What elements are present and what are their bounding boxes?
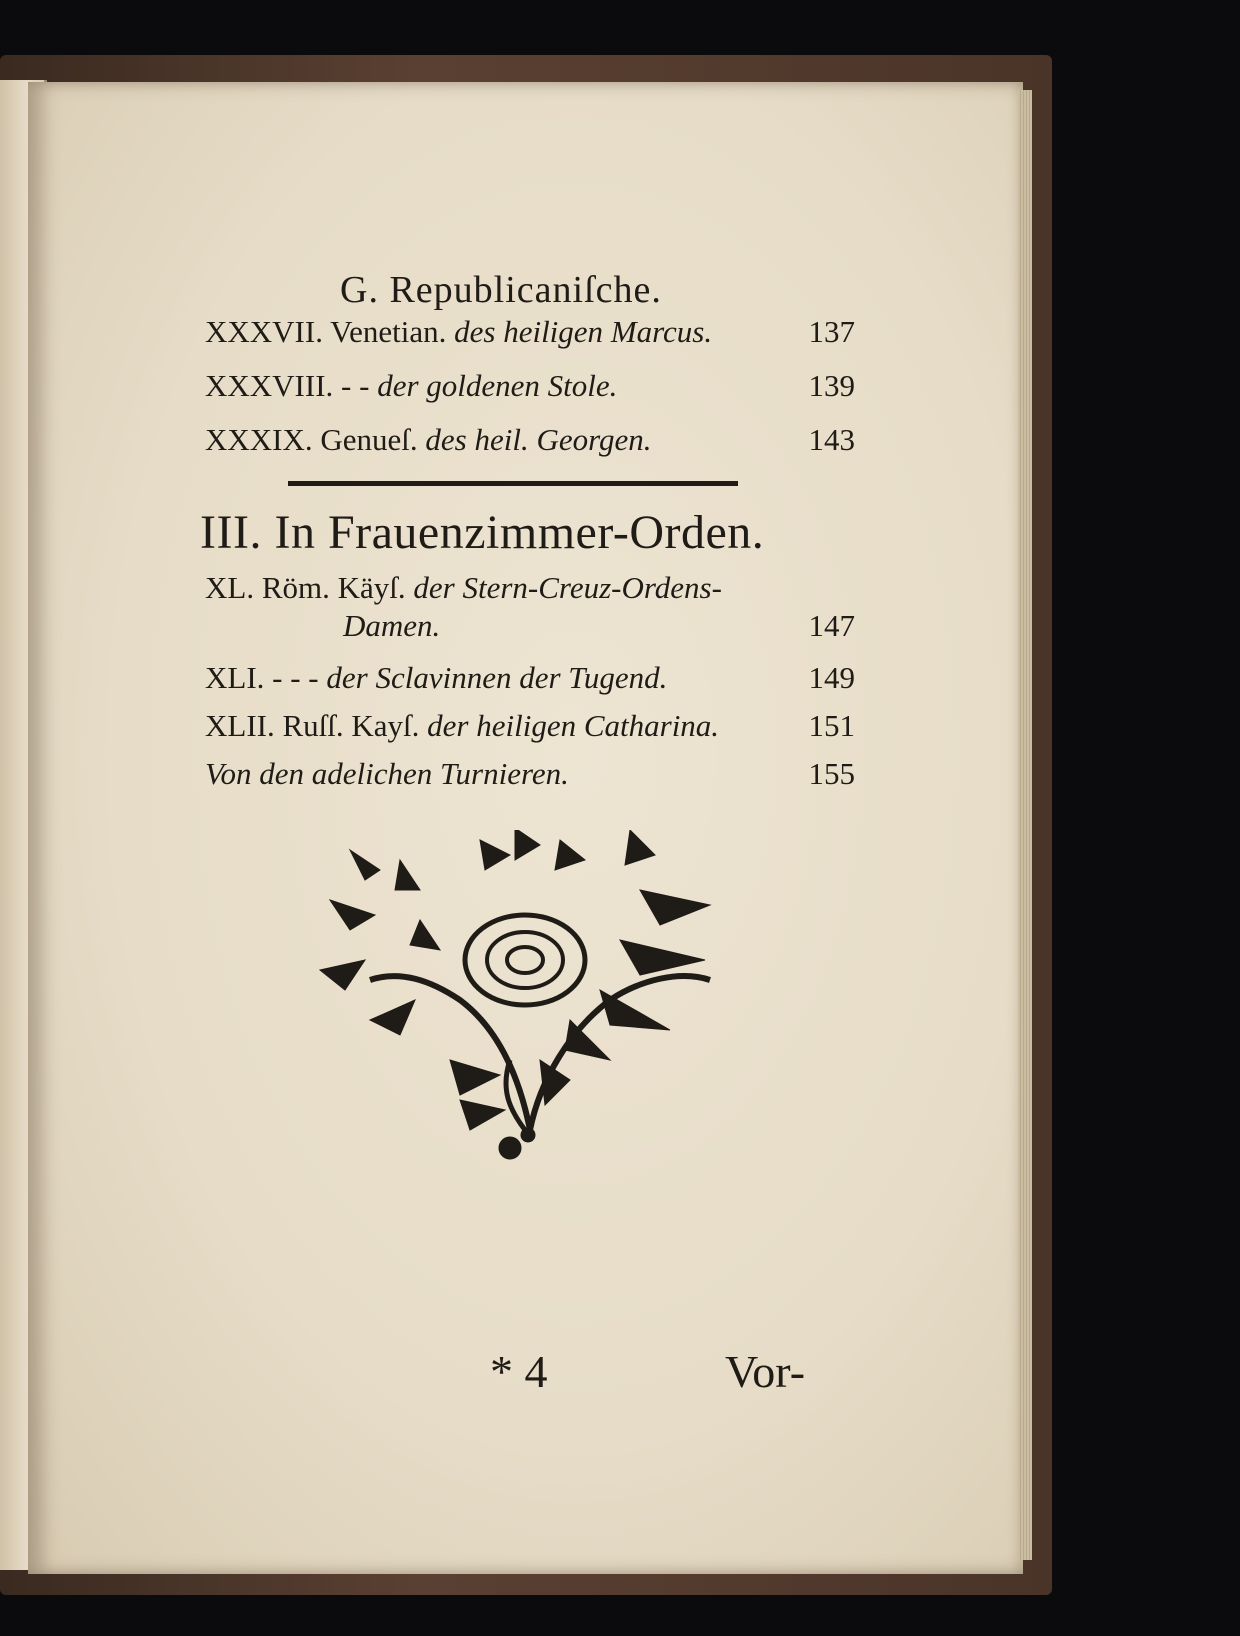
toc-entry <box>205 368 855 404</box>
entry-number: XXXIX. <box>205 422 313 457</box>
entry-number: XLI. <box>205 660 265 695</box>
toc-entry-continuation <box>205 608 855 644</box>
entry-page: 155 <box>808 756 855 791</box>
entry-title: der Stern-Creuz-Ordens- <box>413 570 722 605</box>
floral-ornament <box>310 830 750 1180</box>
signature-mark: * 4 <box>490 1346 548 1397</box>
entry-name: Genueſ. <box>320 422 418 457</box>
entry-name: Venetian. <box>330 314 447 349</box>
toc-entry <box>205 314 855 350</box>
entry-name: - - - <box>272 660 319 695</box>
divider-rule <box>288 481 738 486</box>
entry-name: Röm. Käyſ. <box>261 570 406 605</box>
entry-title: der goldenen Stole. <box>377 368 618 403</box>
entry-page: 143 <box>808 422 855 457</box>
entry-page: 147 <box>808 608 855 643</box>
entry-page: 149 <box>808 660 855 695</box>
entry-name: - - <box>341 368 370 403</box>
section-title: III. In Frauenzimmer-Orden. <box>200 506 765 559</box>
entry-number: XL. <box>205 570 255 605</box>
entry-title: des heiligen Marcus. <box>454 314 713 349</box>
page-stack-edge <box>1018 90 1032 1560</box>
entry-name: Ruſſ. Kayſ. <box>282 708 420 743</box>
toc-entry <box>205 756 855 792</box>
entry-page: 137 <box>808 314 855 349</box>
entry-number: XXXVIII. <box>205 368 334 403</box>
entry-page: 139 <box>808 368 855 403</box>
entry-title: der heiligen Catharina. <box>427 708 720 743</box>
entry-title: Von den adelichen Turnieren. <box>205 756 569 791</box>
entry-number: XLII. <box>205 708 275 743</box>
toc-entry <box>205 660 855 696</box>
entry-title: Damen. <box>343 608 441 643</box>
toc-entry <box>205 422 855 458</box>
entry-number: XXXVII. <box>205 314 323 349</box>
entry-title: des heil. Georgen. <box>425 422 652 457</box>
entry-page: 151 <box>808 708 855 743</box>
toc-entry <box>205 570 855 606</box>
catchword: Vor- <box>725 1346 806 1397</box>
toc-entry <box>205 708 855 744</box>
section-heading-republican: G. Republicaniſche. <box>340 269 662 311</box>
entry-title: der Sclavinnen der Tugend. <box>326 660 668 695</box>
